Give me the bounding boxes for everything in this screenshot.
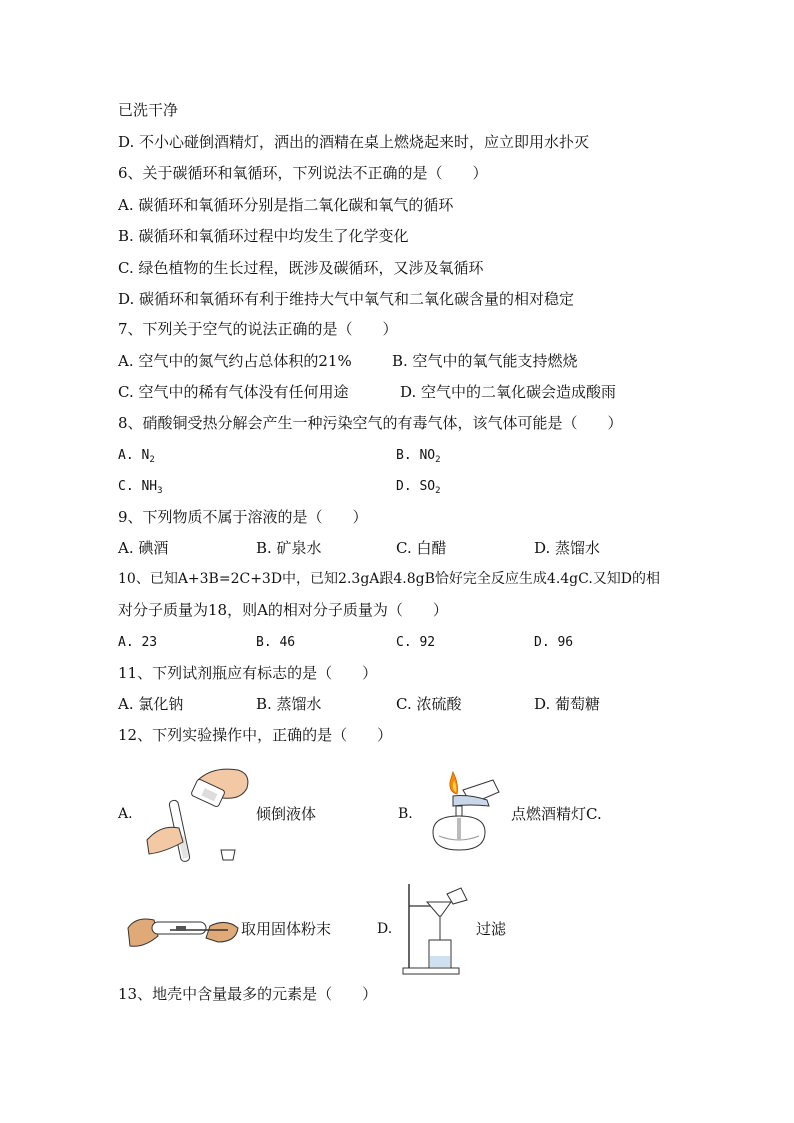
option-d: D. 葡萄糖 (534, 695, 601, 713)
text-line: 已洗干净 (118, 101, 179, 119)
option-c: C. 浓硫酸 (396, 695, 462, 713)
option-a: A. 空气中的氮气约占总体积的21% (118, 352, 352, 370)
option-a-text: 倾倒液体 (256, 805, 317, 823)
question-6: 6、关于碳循环和氧循环，下列说法不正确的是（ ） (118, 164, 488, 182)
question-11: 11、下列试剂瓶应有标志的是（ ） (118, 664, 378, 682)
option-d: D. 蒸馏水 (534, 539, 601, 557)
question-10-cont: 对分子质量为18，则A的相对分子质量为（ ） (118, 601, 448, 619)
question-13: 13、地壳中含量最多的元素是（ ） (118, 985, 378, 1003)
option-d: D. $SO_2$ (396, 479, 441, 496)
option-b: B. 46 (256, 635, 296, 650)
option-c-text: 取用固体粉末 (241, 920, 332, 938)
question-12: 12、下列实验操作中，正确的是（ ） (118, 726, 393, 744)
option-a: A. 碘酒 (118, 539, 169, 557)
pour-liquid-icon (143, 762, 253, 867)
option-a: A. 23 (118, 635, 158, 650)
option-c: C. 92 (396, 635, 436, 650)
option-d: D. 不小心碰倒酒精灯，洒出的酒精在桌上燃烧起来时，应立即用水扑灭 (118, 133, 590, 151)
option-c: C. 空气中的稀有气体没有任何用途 (118, 383, 349, 401)
option-b: B. 空气中的氧气能支持燃烧 (392, 352, 578, 370)
option-c: C. 白醋 (396, 539, 447, 557)
solid-powder-icon (126, 906, 240, 954)
option-d-text: 过滤 (476, 920, 507, 938)
question-7: 7、下列关于空气的说法正确的是（ ） (118, 320, 398, 338)
filtration-icon (401, 882, 473, 976)
option-a: A. 碳循环和氧循环分别是指二氧化碳和氧气的循环 (118, 196, 454, 214)
option-d: D. 碳循环和氧循环有利于维持大气中氧气和二氧化碳含量的相对稳定 (118, 290, 575, 308)
question-10: 10、已知A+3B=2C+3D中，已知2.3gA跟4.8gB恰好完全反应生成4.4gC.又知D的相 (118, 571, 661, 587)
option-a: A. $N_2$ (118, 448, 155, 465)
option-d-label: D. (377, 921, 393, 937)
option-c: C. 绿色植物的生长过程，既涉及碳循环，又涉及氧循环 (118, 259, 484, 277)
option-d: D. 96 (534, 635, 574, 650)
alcohol-lamp-icon (423, 770, 513, 858)
question-8: 8、硝酸铜受热分解会产生一种污染空气的有毒气体，该气体可能是（ ） (118, 414, 623, 432)
option-b: B. 碳循环和氧循环过程中均发生了化学变化 (118, 227, 409, 245)
option-b: B. 矿泉水 (256, 539, 322, 557)
option-c: C. $NH_3$ (118, 479, 163, 496)
option-b: B. $NO_2$ (396, 448, 441, 465)
option-b: B. 蒸馏水 (256, 695, 322, 713)
question-9: 9、下列物质不属于溶液的是（ ） (118, 508, 368, 526)
option-a: A. 氯化钠 (118, 695, 184, 713)
option-a-label: A. (118, 806, 133, 822)
option-d: D. 空气中的二氧化碳会造成酸雨 (400, 383, 617, 401)
option-b-label: B. (398, 806, 413, 822)
option-b-text: 点燃酒精灯C. (511, 805, 602, 823)
